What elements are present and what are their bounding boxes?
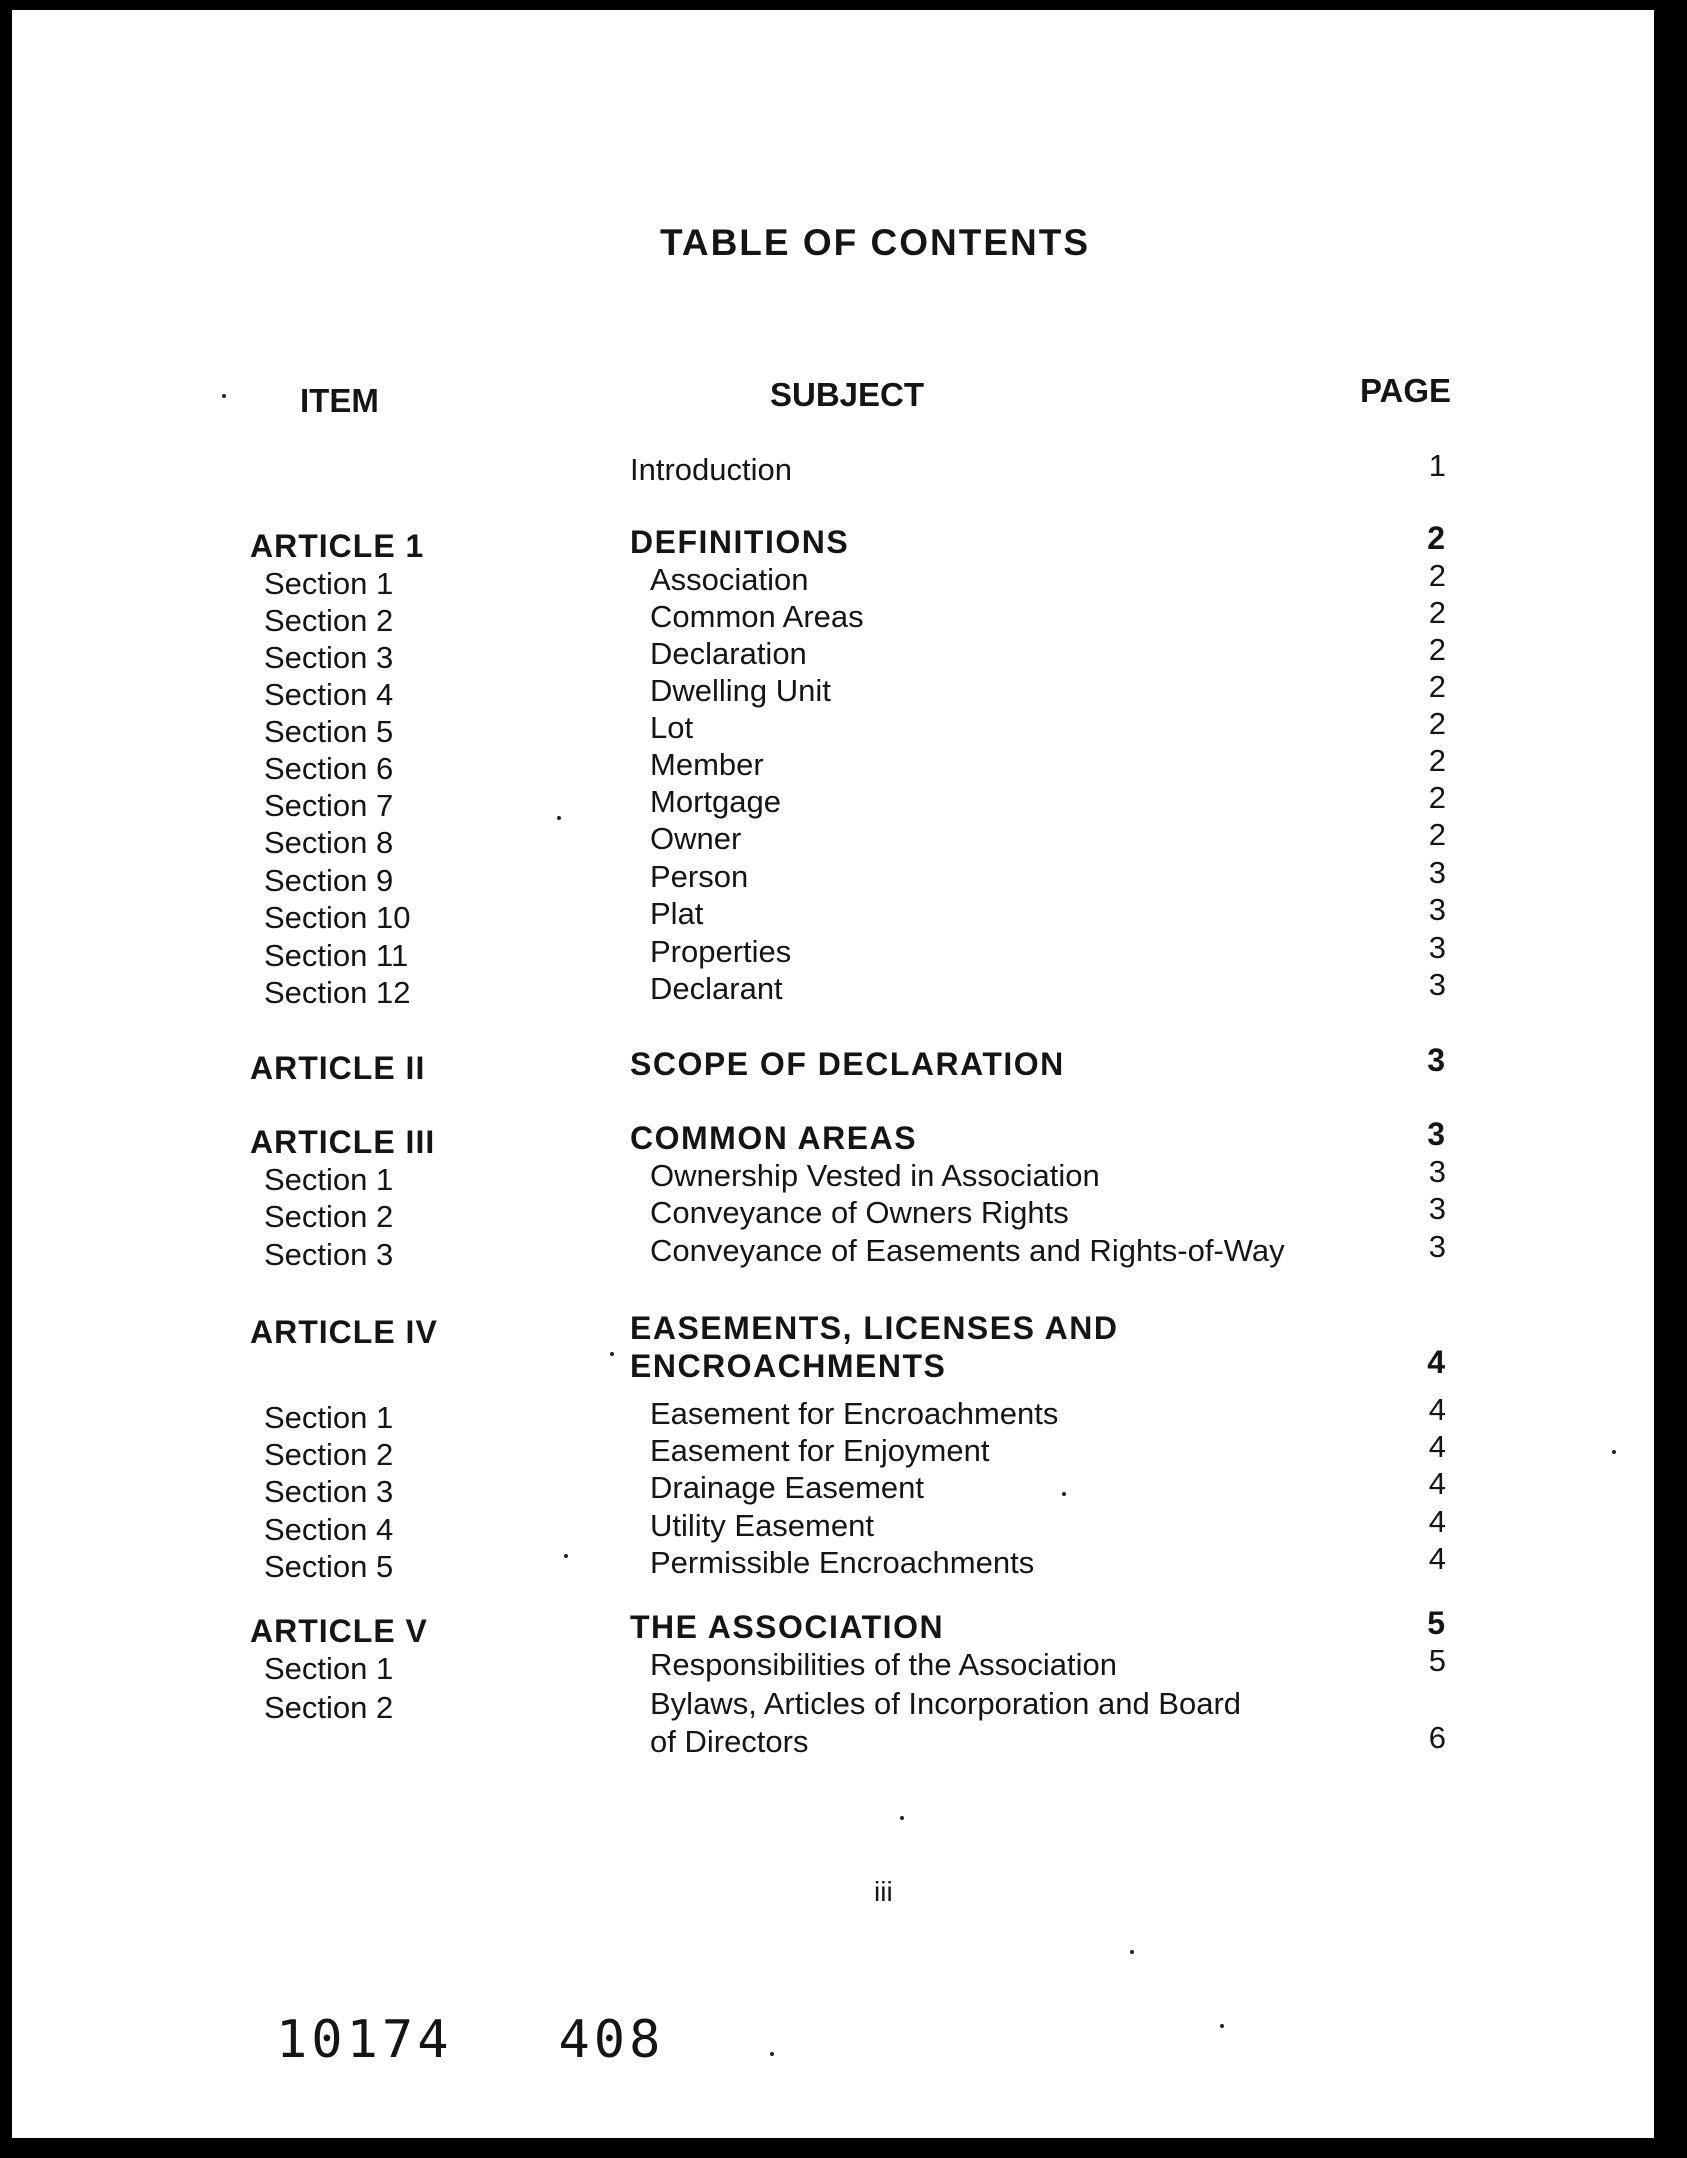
column-header-subject: SUBJECT (770, 376, 925, 413)
toc-page-number: 2 (1428, 780, 1446, 815)
toc-item-label: Section 10 (264, 900, 411, 935)
toc-page-number: 4 (1428, 1541, 1446, 1576)
scan-speck (900, 1816, 904, 1820)
scan-speck (610, 1352, 614, 1356)
toc-subject: Easement for Encroachments (650, 1396, 1059, 1431)
toc-item-label: Section 9 (264, 863, 394, 898)
toc-subject: Declarant (650, 971, 783, 1006)
toc-subject: Dwelling Unit (650, 673, 831, 708)
toc-subject: COMMON AREAS (630, 1120, 918, 1156)
column-header-page: PAGE (1360, 372, 1452, 409)
toc-item-label: ARTICLE II (250, 1050, 426, 1086)
toc-page-number: 2 (1428, 706, 1446, 741)
toc-subject: Owner (650, 821, 742, 856)
toc-item-label: Section 4 (264, 677, 394, 712)
toc-item-label: Section 1 (264, 1651, 394, 1686)
toc-page-number: 3 (1428, 930, 1446, 965)
toc-subject: Ownership Vested in Association (650, 1158, 1100, 1193)
scan-speck (222, 394, 226, 398)
toc-page-number: 2 (1428, 595, 1446, 630)
toc-subject: Easement for Enjoyment (650, 1433, 990, 1468)
toc-subject: ENCROACHMENTS (630, 1348, 947, 1384)
document-number: 10174 408 (276, 2010, 665, 2070)
toc-item-label: ARTICLE 1 (250, 528, 425, 564)
toc-item-label: Section 5 (264, 714, 394, 749)
scan-speck (1062, 1492, 1066, 1496)
toc-subject: Declaration (650, 636, 807, 671)
toc-subject: Lot (650, 710, 694, 745)
toc-page-number: 2 (1428, 669, 1446, 704)
toc-item-label: Section 8 (264, 825, 394, 860)
toc-page-number: 1 (1428, 448, 1446, 483)
toc-page-number: 4 (1428, 1429, 1446, 1464)
toc-subject: Responsibilities of the Association (650, 1647, 1117, 1682)
toc-item-label: Section 11 (264, 938, 409, 973)
toc-item-label: Section 1 (264, 1162, 394, 1197)
toc-subject: DEFINITIONS (630, 524, 850, 560)
toc-subject: Introduction (630, 452, 792, 487)
toc-subject: Utility Easement (650, 1508, 874, 1543)
toc-item-label: Section 2 (264, 603, 394, 638)
toc-page-number: 3 (1428, 967, 1446, 1002)
toc-item-label: Section 1 (264, 1400, 394, 1435)
toc-subject: of Directors (650, 1724, 809, 1759)
toc-subject: Properties (650, 934, 792, 969)
toc-subject: Mortgage (650, 784, 781, 819)
toc-item-label: Section 3 (264, 640, 394, 675)
toc-page-number: 3 (1428, 855, 1446, 890)
toc-subject: Drainage Easement (650, 1470, 924, 1505)
toc-subject: Plat (650, 896, 704, 931)
toc-subject: EASEMENTS, LICENSES AND (630, 1310, 1119, 1346)
toc-page-number: 5 (1428, 1643, 1446, 1678)
toc-subject: Conveyance of Easements and Rights-of-Way (650, 1233, 1285, 1268)
toc-subject: Common Areas (650, 599, 864, 634)
toc-page-number: 3 (1428, 1191, 1446, 1226)
toc-item-label: Section 5 (264, 1549, 394, 1584)
toc-item-label: Section 2 (264, 1199, 394, 1234)
toc-item-label: Section 4 (264, 1512, 394, 1547)
toc-page-number: 3 (1427, 1042, 1446, 1078)
toc-subject: Permissible Encroachments (650, 1545, 1035, 1580)
toc-page-number: 4 (1428, 1392, 1446, 1427)
scan-speck (557, 816, 561, 820)
scan-speck (1130, 1950, 1134, 1954)
scan-speck (770, 2052, 774, 2056)
toc-item-label: Section 1 (264, 566, 394, 601)
toc-subject: Association (650, 562, 809, 597)
toc-subject: Bylaws, Articles of Incorporation and Board (650, 1686, 1242, 1721)
toc-page-number: 6 (1428, 1720, 1446, 1755)
toc-page-number: 2 (1428, 558, 1446, 593)
toc-subject: Person (650, 859, 749, 894)
document-page (12, 10, 1654, 2138)
toc-subject: Member (650, 747, 764, 782)
toc-subject: THE ASSOCIATION (630, 1609, 945, 1645)
toc-item-label: ARTICLE III (250, 1124, 436, 1160)
scan-speck (1612, 1450, 1616, 1454)
page-title: TABLE OF CONTENTS (660, 222, 1091, 263)
toc-item-label: ARTICLE V (250, 1613, 428, 1649)
toc-item-label: Section 3 (264, 1237, 394, 1272)
toc-item-label: Section 6 (264, 751, 394, 786)
toc-page-number: 4 (1428, 1504, 1446, 1539)
toc-page-number: 4 (1428, 1466, 1446, 1501)
toc-page-number: 3 (1428, 892, 1446, 927)
scan-speck (564, 1554, 568, 1558)
toc-item-label: Section 12 (264, 975, 411, 1010)
toc-subject: Conveyance of Owners Rights (650, 1195, 1069, 1230)
toc-page-number: 3 (1428, 1229, 1446, 1264)
toc-item-label: Section 7 (264, 788, 394, 823)
toc-item-label: Section 2 (264, 1437, 394, 1472)
column-header-item: ITEM (300, 382, 379, 419)
toc-page-number: 2 (1428, 743, 1446, 778)
toc-item-label: Section 3 (264, 1474, 394, 1509)
toc-page-number: 3 (1427, 1116, 1446, 1152)
toc-page-number: 2 (1428, 632, 1446, 667)
toc-item-label: Section 2 (264, 1690, 394, 1725)
toc-page-number: 5 (1427, 1605, 1446, 1641)
toc-page-number: 4 (1427, 1344, 1446, 1380)
scan-speck (1220, 2024, 1224, 2028)
toc-page-number: 3 (1428, 1154, 1446, 1189)
page-folio: iii (874, 1876, 893, 1907)
toc-page-number: 2 (1428, 817, 1446, 852)
toc-page-number: 2 (1427, 520, 1446, 556)
toc-subject: SCOPE OF DECLARATION (630, 1046, 1065, 1082)
toc-item-label: ARTICLE IV (250, 1314, 438, 1350)
